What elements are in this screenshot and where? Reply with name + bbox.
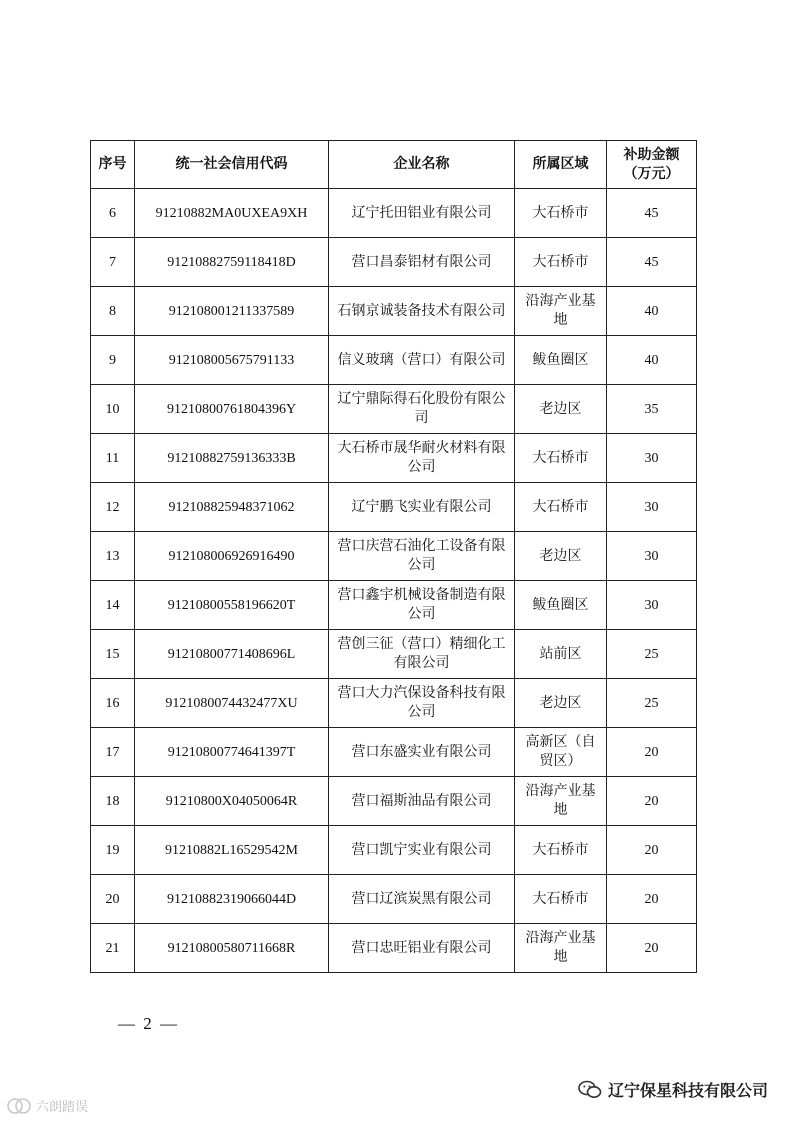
cell-amount: 30 [607, 581, 697, 630]
cell-amount: 45 [607, 238, 697, 287]
table-row [91, 336, 697, 385]
cell-amount: 20 [607, 777, 697, 826]
cell-amount: 45 [607, 189, 697, 238]
cell-company-name: 营口凯宁实业有限公司 [329, 826, 515, 875]
cell-company-name: 营口忠旺铝业有限公司 [329, 924, 515, 973]
cell-credit-code: 912108006926916490 [135, 532, 329, 581]
header-amount: 补助金额（万元） [607, 141, 697, 189]
cell-serial: 14 [91, 581, 135, 630]
cell-amount: 40 [607, 336, 697, 385]
table-row [91, 483, 697, 532]
table-row [91, 581, 697, 630]
cell-region: 大石桥市 [515, 238, 607, 287]
site-watermark-text: 六朗踏误 [36, 1100, 89, 1115]
cell-company-name: 大石桥市晟华耐火材料有限公司 [329, 434, 515, 483]
cell-company-name: 营口大力汽保设备科技有限公司 [329, 679, 515, 728]
header-region: 所属区域 [515, 141, 607, 189]
cell-region: 沿海产业基地 [515, 287, 607, 336]
cell-region: 大石桥市 [515, 826, 607, 875]
cell-serial: 6 [91, 189, 135, 238]
cell-credit-code: 912108001211337589 [135, 287, 329, 336]
cell-region: 鲅鱼圈区 [515, 336, 607, 385]
header-company-name: 企业名称 [329, 141, 515, 189]
cell-credit-code: 91210882759118418D [135, 238, 329, 287]
table-row [91, 826, 697, 875]
subsidy-table [90, 140, 697, 973]
table-row [91, 238, 697, 287]
cell-credit-code: 91210882MA0UXEA9XH [135, 189, 329, 238]
table-row [91, 728, 697, 777]
cell-serial: 15 [91, 630, 135, 679]
cell-serial: 13 [91, 532, 135, 581]
cell-company-name: 营口福斯油品有限公司 [329, 777, 515, 826]
cell-credit-code: 912108005675791133 [135, 336, 329, 385]
cell-serial: 10 [91, 385, 135, 434]
cell-serial: 9 [91, 336, 135, 385]
cell-serial: 18 [91, 777, 135, 826]
table-row [91, 434, 697, 483]
cell-region: 沿海产业基地 [515, 777, 607, 826]
cell-region: 鲅鱼圈区 [515, 581, 607, 630]
cell-amount: 30 [607, 434, 697, 483]
cell-amount: 35 [607, 385, 697, 434]
cell-credit-code: 91210800X04050064R [135, 777, 329, 826]
cell-region: 沿海产业基地 [515, 924, 607, 973]
cell-amount: 30 [607, 532, 697, 581]
cell-company-name: 营口昌泰铝材有限公司 [329, 238, 515, 287]
cell-credit-code: 91210800771408696L [135, 630, 329, 679]
table-row [91, 777, 697, 826]
cell-region: 大石桥市 [515, 189, 607, 238]
cell-serial: 11 [91, 434, 135, 483]
cell-region: 老边区 [515, 679, 607, 728]
cell-credit-code: 91210882759136333B [135, 434, 329, 483]
cell-amount: 25 [607, 630, 697, 679]
table-row [91, 532, 697, 581]
cell-company-name: 辽宁鹏飞实业有限公司 [329, 483, 515, 532]
cell-serial: 17 [91, 728, 135, 777]
cell-amount: 25 [607, 679, 697, 728]
cell-serial: 21 [91, 924, 135, 973]
site-watermark [6, 1096, 88, 1115]
cell-amount: 30 [607, 483, 697, 532]
cell-credit-code: 912108825948371062 [135, 483, 329, 532]
cell-region: 站前区 [515, 630, 607, 679]
cell-serial: 19 [91, 826, 135, 875]
cell-region: 高新区（自贸区） [515, 728, 607, 777]
header-serial: 序号 [91, 141, 135, 189]
cell-company-name: 信义玻璃（营口）有限公司 [329, 336, 515, 385]
table-row [91, 924, 697, 973]
cell-company-name: 营口东盛实业有限公司 [329, 728, 515, 777]
table-row [91, 875, 697, 924]
cell-company-name: 营口庆营石油化工设备有限公司 [329, 532, 515, 581]
cell-company-name: 营口鑫宇机械设备制造有限公司 [329, 581, 515, 630]
table-row [91, 287, 697, 336]
cell-region: 大石桥市 [515, 875, 607, 924]
table-row [91, 385, 697, 434]
cell-amount: 40 [607, 287, 697, 336]
cell-region: 大石桥市 [515, 483, 607, 532]
cell-company-name: 石钢京诚装备技术有限公司 [329, 287, 515, 336]
table-row [91, 630, 697, 679]
cell-credit-code: 91210800761804396Y [135, 385, 329, 434]
table-row [91, 189, 697, 238]
wechat-watermark [578, 1078, 768, 1101]
cell-credit-code: 91210800774641397T [135, 728, 329, 777]
wechat-icon [578, 1080, 602, 1100]
wechat-account-name: 辽宁保星科技有限公司 [607, 1081, 768, 1100]
cell-serial: 8 [91, 287, 135, 336]
cell-credit-code: 91210800580711668R [135, 924, 329, 973]
cell-region: 老边区 [515, 385, 607, 434]
cell-serial: 12 [91, 483, 135, 532]
cell-company-name: 营口辽滨炭黑有限公司 [329, 875, 515, 924]
cell-amount: 20 [607, 728, 697, 777]
cell-credit-code: 91210882L16529542M [135, 826, 329, 875]
header-credit-code: 统一社会信用代码 [135, 141, 329, 189]
cell-serial: 7 [91, 238, 135, 287]
cell-company-name: 辽宁托田铝业有限公司 [329, 189, 515, 238]
cell-company-name: 营创三征（营口）精细化工有限公司 [329, 630, 515, 679]
cell-credit-code: 91210882319066044D [135, 875, 329, 924]
page-number: — 2 — [118, 1014, 179, 1033]
site-logo-icon [6, 1097, 32, 1115]
cell-amount: 20 [607, 924, 697, 973]
cell-company-name: 辽宁鼎际得石化股份有限公司 [329, 385, 515, 434]
cell-credit-code: 9121080074432477XU [135, 679, 329, 728]
cell-amount: 20 [607, 826, 697, 875]
cell-credit-code: 91210800558196620T [135, 581, 329, 630]
cell-amount: 20 [607, 875, 697, 924]
table-row [91, 679, 697, 728]
cell-region: 大石桥市 [515, 434, 607, 483]
cell-region: 老边区 [515, 532, 607, 581]
cell-serial: 20 [91, 875, 135, 924]
table-header-row [91, 141, 697, 189]
cell-serial: 16 [91, 679, 135, 728]
